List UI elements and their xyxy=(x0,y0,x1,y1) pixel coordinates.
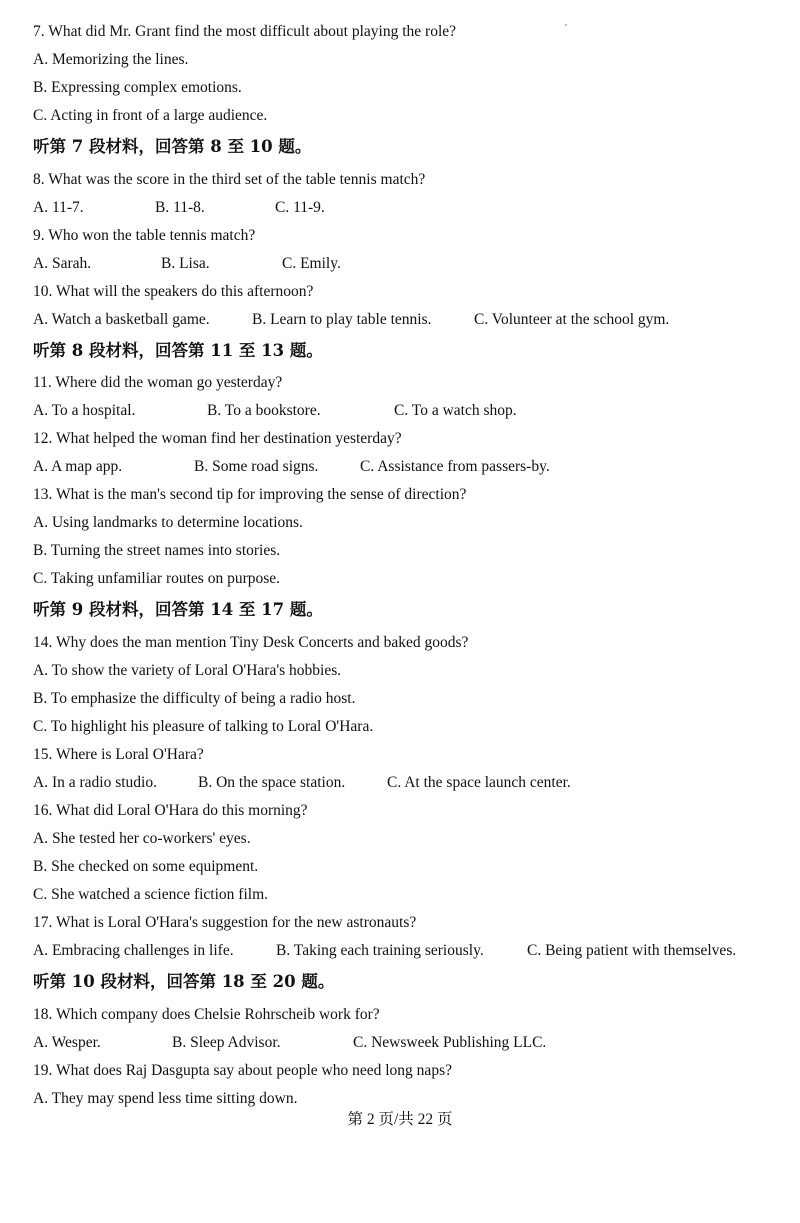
question-10: 10. What will the speakers do this afternoon? xyxy=(33,283,314,300)
q19-option-a: A. They may spend less time sitting down. xyxy=(33,1090,298,1107)
q12-option-c: C. Assistance from passers-by. xyxy=(360,458,550,475)
q17-option-b: B. Taking each training seriously. xyxy=(276,942,484,959)
q7-option-c: C. Acting in front of a large audience. xyxy=(33,107,268,124)
question-14: 14. Why does the man mention Tiny Desk Concerts and baked goods? xyxy=(33,634,469,651)
q18-option-c: C. Newsweek Publishing LLC. xyxy=(353,1034,547,1051)
q13-option-c: C. Taking unfamiliar routes on purpose. xyxy=(33,570,281,587)
q9-option-c: C. Emily. xyxy=(282,255,341,272)
q12-option-a: A. A map app. xyxy=(33,458,123,475)
question-19: 19. What does Raj Dasgupta say about people who need long naps? xyxy=(33,1062,452,1079)
q9-option-a: A. Sarah. xyxy=(33,255,92,272)
question-18: 18. Which company does Chelsie Rohrscheib work for? xyxy=(33,1006,380,1023)
question-11: 11. Where did the woman go yesterday? xyxy=(33,374,283,391)
q8-option-c: C. 11-9. xyxy=(275,199,325,216)
section-9-heading: 听第 9 段材料，回答第 14 至 17 题。 xyxy=(33,600,323,619)
q8-option-b: B. 11-8. xyxy=(155,199,205,216)
q11-option-b: B. To a bookstore. xyxy=(207,402,321,419)
q18-option-b: B. Sleep Advisor. xyxy=(172,1034,281,1051)
q7-option-a: A. Memorizing the lines. xyxy=(33,51,189,68)
question-16: 16. What did Loral O'Hara do this morning? xyxy=(33,802,308,819)
q18-option-a: A. Wesper. xyxy=(33,1034,101,1051)
q15-option-c: C. At the space launch center. xyxy=(387,774,571,791)
q16-option-c: C. She watched a science fiction film. xyxy=(33,886,269,903)
page-footer: 第 2 页/共 22 页 xyxy=(347,1111,453,1128)
section-7-heading: 听第 7 段材料，回答第 8 至 10 题。 xyxy=(33,137,312,156)
q8-option-a: A. 11-7. xyxy=(33,199,84,216)
q13-option-a: A. Using landmarks to determine locations. xyxy=(33,514,303,531)
q14-option-b: B. To emphasize the difficulty of being a radio host. xyxy=(33,690,356,707)
q13-option-b: B. Turning the street names into stories. xyxy=(33,542,281,559)
question-7: 7. What did Mr. Grant find the most difficult about playing the role? xyxy=(33,23,457,40)
q15-option-b: B. On the space station. xyxy=(198,774,346,791)
q7-option-b: B. Expressing complex emotions. xyxy=(33,79,242,96)
q9-option-b: B. Lisa. xyxy=(161,255,210,272)
question-8: 8. What was the score in the third set of the table tennis match? xyxy=(33,171,426,188)
q17-option-c: C. Being patient with themselves. xyxy=(527,942,737,959)
q10-option-c: C. Volunteer at the school gym. xyxy=(474,311,670,328)
q14-option-c: C. To highlight his pleasure of talking to Loral O'Hara. xyxy=(33,718,374,735)
q11-option-a: A. To a hospital. xyxy=(33,402,136,419)
q17-option-a: A. Embracing challenges in life. xyxy=(33,942,234,959)
q11-option-c: C. To a watch shop. xyxy=(394,402,517,419)
question-13: 13. What is the man's second tip for improving the sense of direction? xyxy=(33,486,467,503)
question-12: 12. What helped the woman find her destination yesterday? xyxy=(33,430,402,447)
question-9: 9. Who won the table tennis match? xyxy=(33,227,256,244)
q12-option-b: B. Some road signs. xyxy=(194,458,319,475)
question-15: 15. Where is Loral O'Hara? xyxy=(33,746,204,763)
section-10-heading: 听第 10 段材料，回答第 18 至 20 题。 xyxy=(33,972,335,991)
q10-option-b: B. Learn to play table tennis. xyxy=(252,311,432,328)
q16-option-b: B. She checked on some equipment. xyxy=(33,858,259,875)
q14-option-a: A. To show the variety of Loral O'Hara's hobbies. xyxy=(33,662,342,679)
q10-option-a: A. Watch a basketball game. xyxy=(33,311,210,328)
q16-option-a: A. She tested her co-workers' eyes. xyxy=(33,830,251,847)
q15-option-a: A. In a radio studio. xyxy=(33,774,157,791)
question-17: 17. What is Loral O'Hara's suggestion for the new astronauts? xyxy=(33,914,417,931)
section-8-heading: 听第 8 段材料，回答第 11 至 13 题。 xyxy=(33,341,323,360)
